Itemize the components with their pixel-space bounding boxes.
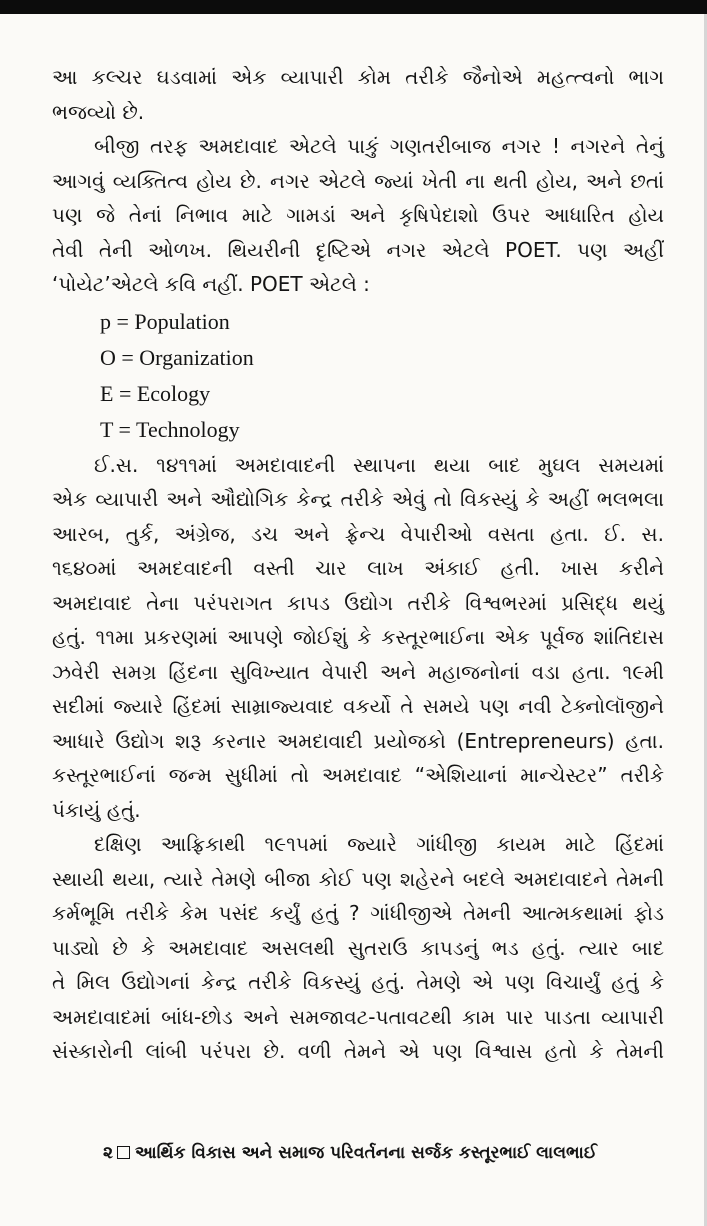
text-line: એક વ્યાપારી અને ઔદ્યોગિક કેન્દ્ર તરીકે એવું તો વિકસ્યું કે અહીં ભલભલા [52, 487, 664, 511]
text-line: અમદાવાદ તેના પરંપરાગત કાપડ ઉદ્યોગ તરીકે વિશ્વભરમાં પ્રસિદ્ધ થયું [52, 590, 664, 615]
square-icon [117, 1146, 130, 1159]
poet-item-t: T = Technology [100, 416, 240, 442]
book-page [52, 60, 664, 1069]
text-line: કસ્તૂરભાઈનાં જન્મ સુધીમાં તો અમદાવાદ “એશિયાનાં માન્ચેસ્ટર” તરીકે [52, 763, 664, 787]
poet-item-p: p = Population [100, 308, 230, 334]
page-number: ૨ [103, 1143, 114, 1163]
poet-acronym-list [100, 304, 664, 448]
paragraph-1 [52, 60, 664, 129]
text-line: બીજી તરફ અમદાવાદ એટલે પાકું ગણતરીબાજ નગર ! નગરને તેનું [94, 134, 664, 158]
text-line: કર્મભૂમિ તરીકે કેમ પસંદ કર્યું હતું ? ગાંધીજીએ તેમની આત્મકથામાં ફોડ [52, 901, 664, 925]
book-title: આર્થિક વિકાસ અને સમાજ પરિવર્તનના સર્જક કસ્તૂરભાઈ લાલભાઈ [135, 1143, 597, 1163]
text-line: તેવી તેની ઓળખ. થિયરીની દૃષ્ટિએ નગર એટલે POET. પણ અહીં [52, 237, 664, 262]
text-line: તે મિલ ઉદ્યોગનાં કેન્દ્ર તરીકે વિકસ્યું હતું. તેમણે એ પણ વિચાર્યું હતું કે [52, 970, 664, 994]
text-line: આ કલ્ચર ઘડવામાં એક વ્યાપારી કોમ તરીકે જૈનોએ મહત્ત્વનો ભાગ [52, 65, 664, 89]
text-line: અમદાવાદમાં બાંધ-છોડ અને સમજાવટ-પતાવટથી કામ પાર પાડતા વ્યાપારી [52, 1004, 664, 1029]
text-line: પણ જે તેનાં નિભાવ માટે ગામડાં અને કૃષિપેદાશો ઉપર આધારિત હોય [52, 203, 664, 227]
running-footer [80, 1143, 620, 1163]
text-line: સ્થાયી થયા, ત્યારે તેમણે બીજા કોઈ પણ શહેરને બદલે અમદાવાદને તેમની [52, 866, 664, 891]
text-line: ‘પોયેટ’એટલે કવિ નહીં. POET એટલે : [52, 272, 370, 296]
scan-top-edge [0, 0, 707, 14]
text-line: પંકાયું હતું. [52, 797, 141, 822]
text-line: ભજવ્યો છે. [52, 99, 145, 124]
poet-item-o: O = Organization [100, 344, 254, 370]
text-line: આગવું વ્યક્તિત્વ હોય છે. નગર એટલે જ્યાં ખેતી ના થતી હોય, અને છતાં [52, 168, 664, 193]
paragraph-4 [52, 827, 664, 1069]
text-line: સદીમાં જ્યારે હિંદમાં સામ્રાજ્યવાદ વકર્યો તે સમયે પણ નવી ટેક્નોલૉજીને [52, 694, 664, 718]
paragraph-3 [52, 448, 664, 828]
paragraph-2 [52, 129, 664, 302]
text-line: આધારે ઉદ્યોગ શરૂ કરનાર અમદાવાદી પ્રયોજકો (Entrepreneurs) હતા. [52, 728, 664, 753]
text-line: ૧૬૪૦માં અમદવાદની વસ્તી ચાર લાખ અંકાઈ હતી. ખાસ કરીને [52, 556, 664, 580]
text-line: સંસ્કારોની લાંબી પરંપરા છે. વળી તેમને એ પણ વિશ્વાસ હતો કે તેમની [52, 1039, 664, 1063]
text-line: દક્ષિણ આફ્રિકાથી ૧૯૧૫માં જ્યારે ગાંધીજી કાયમ માટે હિંદમાં [94, 832, 664, 856]
text-line: પાડ્યો છે કે અમદાવાદ અસલથી સુતરાઉ કાપડનું ભડ હતું. ત્યાર બાદ [52, 935, 664, 960]
text-line: હતું. ૧૧મા પ્રકરણમાં આપણે જોઈશું કે કસ્તૂરભાઈના એક પૂર્વજ શાંતિદાસ [52, 625, 664, 649]
text-line: ઈ.સ. ૧૪૧૧માં અમદાવાદની સ્થાપના થયા બાદ મુઘલ સમયમાં [94, 452, 664, 477]
poet-item-e: E = Ecology [100, 380, 211, 406]
text-line: ઝવેરી સમગ્ર હિંદના સુવિખ્યાત વેપારી અને મહાજનોનાં વડા હતા. ૧૯મી [52, 659, 664, 684]
text-line: આરબ, તુર્ક, અંગ્રેજ, ડચ અને ફ્રેન્ચ વેપારીઓ વસતા હતા. ઈ. સ. [52, 521, 664, 546]
